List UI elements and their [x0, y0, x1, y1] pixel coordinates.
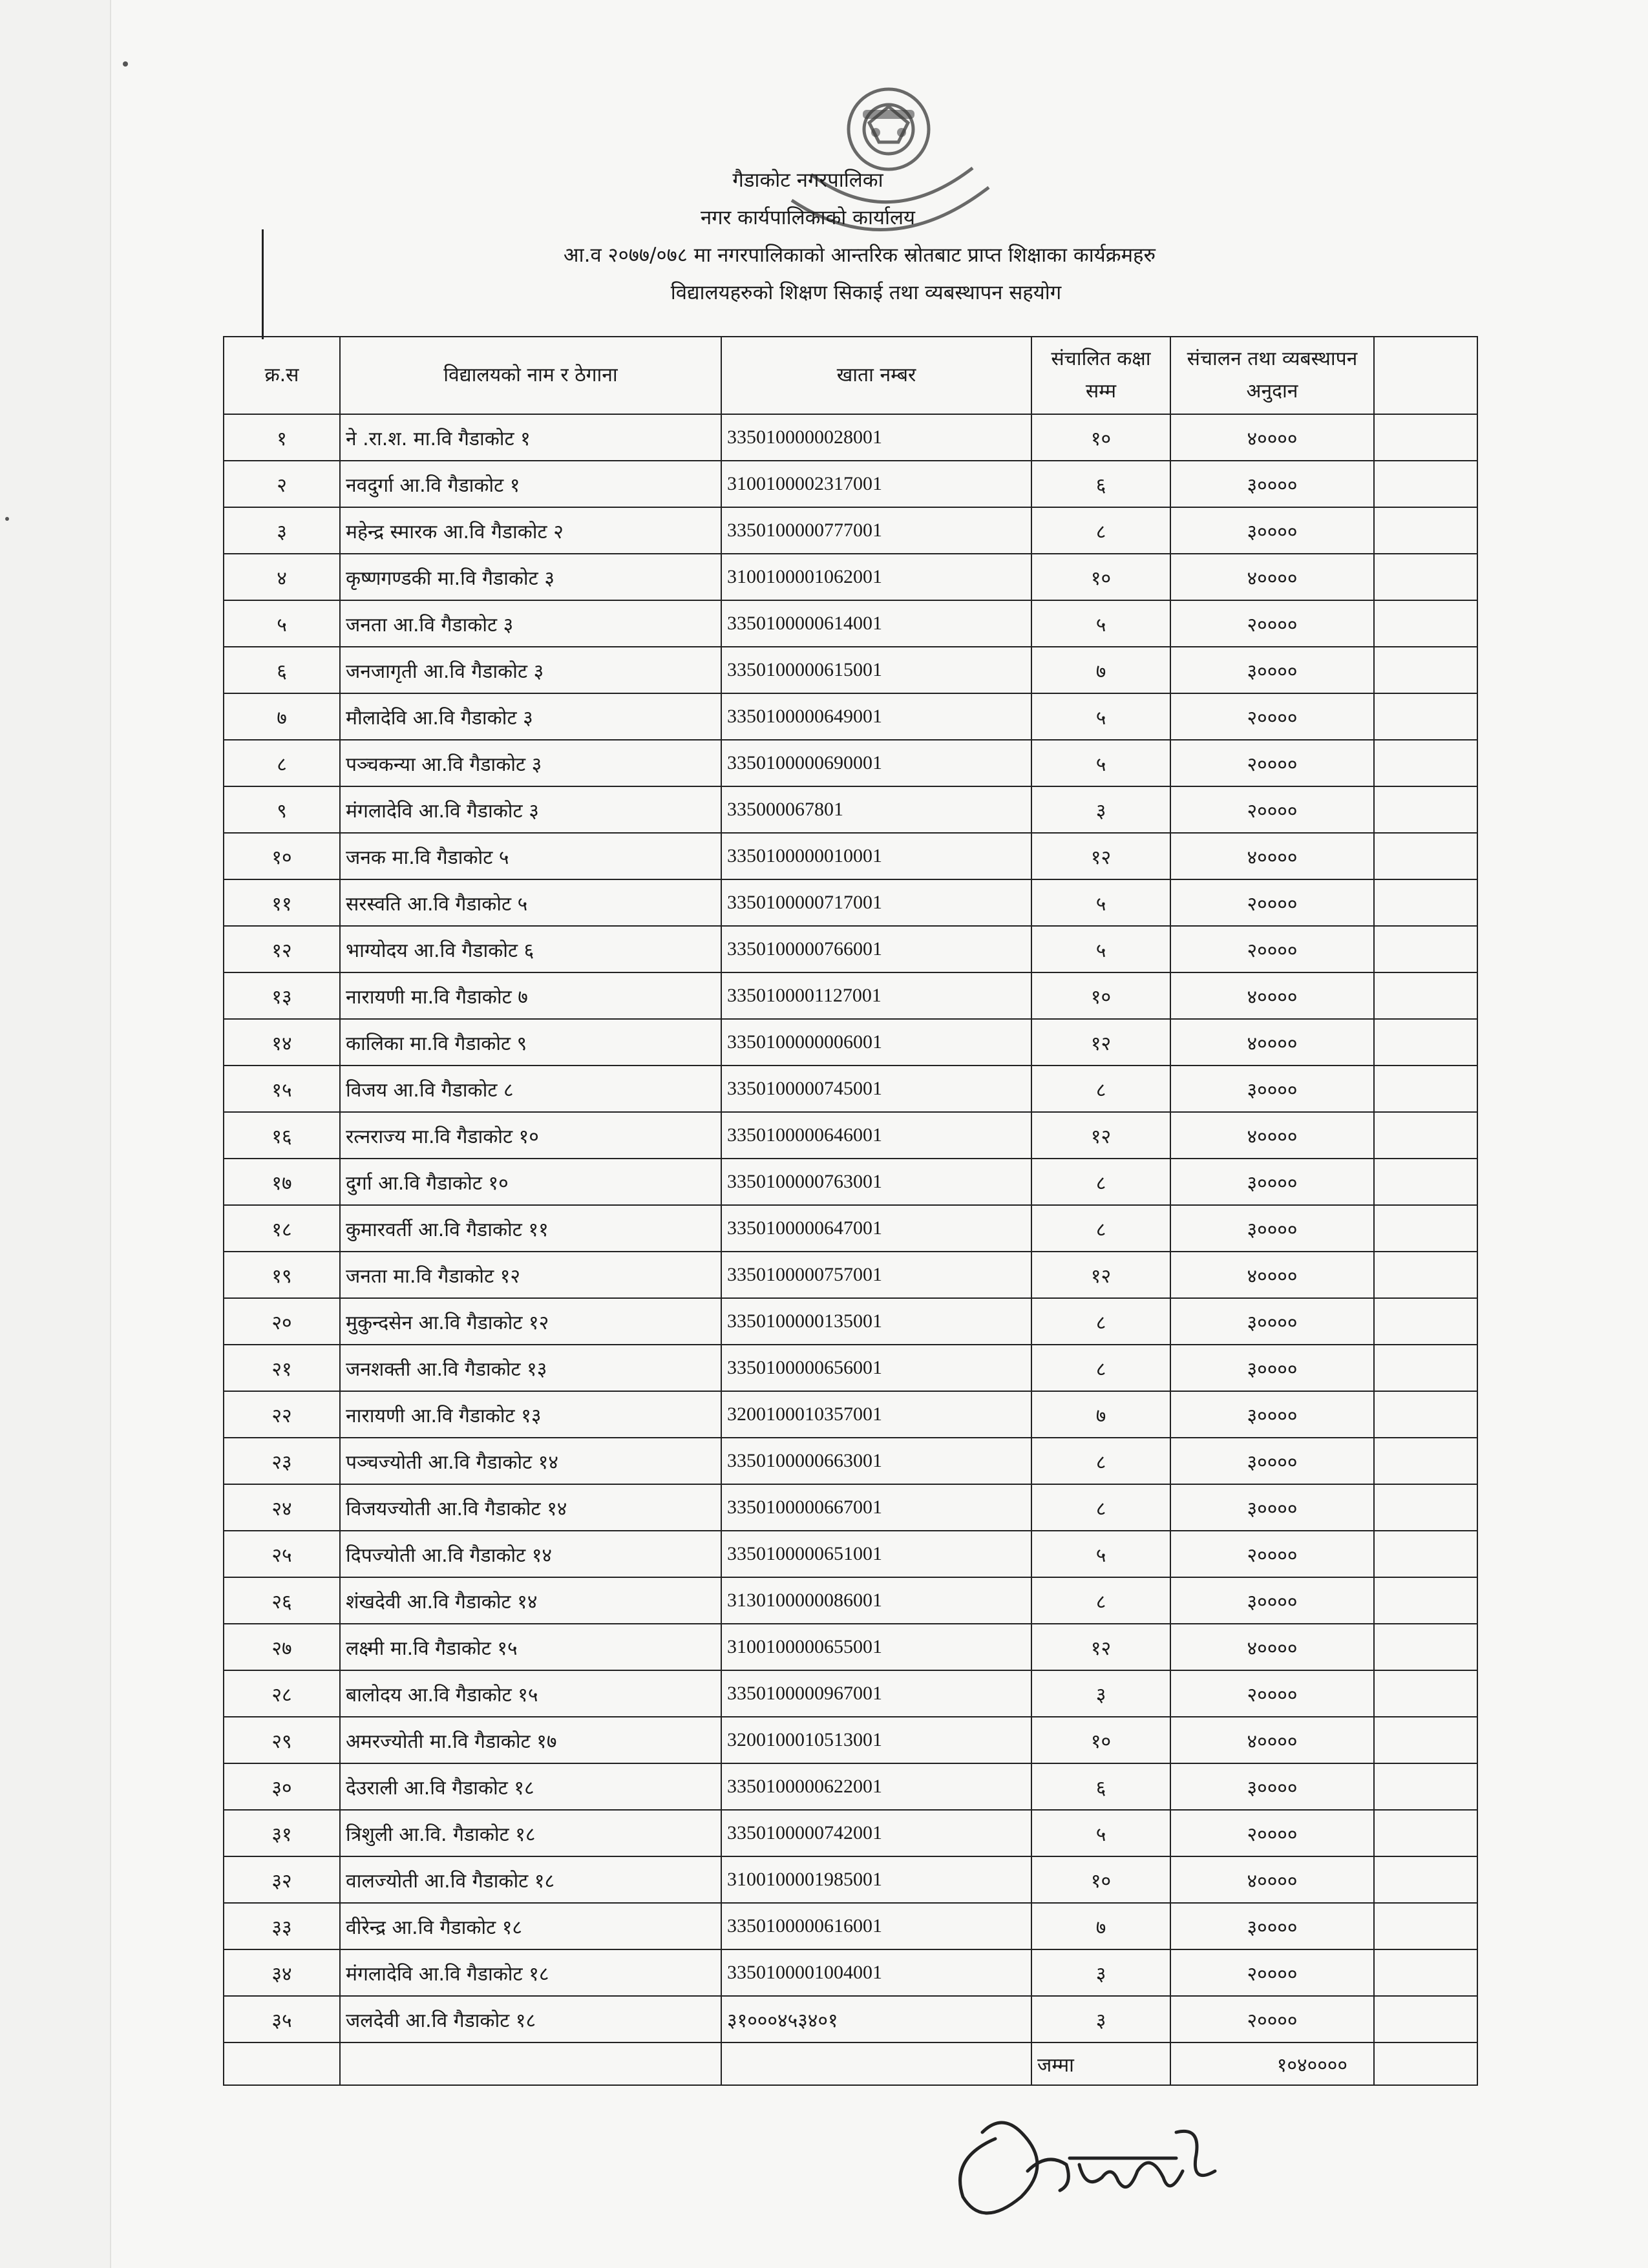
blank-cell	[1374, 786, 1477, 833]
grade-level-cell: ८	[1031, 1438, 1170, 1484]
account-number-cell: 3130100000086001	[721, 1577, 1031, 1624]
grant-amount-cell: ४००००	[1170, 1856, 1374, 1903]
school-name-cell: बालोदय आ.वि गैडाकोट १५	[340, 1670, 721, 1717]
grant-amount-cell: ४००००	[1170, 972, 1374, 1019]
serial-cell: ३५	[224, 1996, 340, 2042]
grant-amount-cell: २००००	[1170, 693, 1374, 740]
serial-cell: १०	[224, 833, 340, 879]
blank-cell	[1374, 693, 1477, 740]
table-row	[224, 554, 1477, 600]
margin-rule	[262, 229, 264, 339]
school-name-cell: महेन्द्र स्मारक आ.वि गैडाकोट २	[340, 507, 721, 554]
blank-cell	[1374, 1996, 1477, 2042]
serial-cell: २४	[224, 1484, 340, 1531]
blank-cell	[1374, 1484, 1477, 1531]
school-name-cell: जनशक्ती आ.वि गैडाकोट १३	[340, 1345, 721, 1391]
grant-amount-cell: ३००००	[1170, 1763, 1374, 1810]
grade-level-cell: १२	[1031, 1112, 1170, 1159]
blank-cell	[1374, 461, 1477, 507]
account-number-cell: 3200100010357001	[721, 1391, 1031, 1438]
account-number-cell: 3350100001127001	[721, 972, 1031, 1019]
account-number-cell: ३१०००४५३४०१	[721, 1996, 1031, 2042]
grant-amount-cell: ४००००	[1170, 1112, 1374, 1159]
table-row	[224, 786, 1477, 833]
serial-cell: ९	[224, 786, 340, 833]
grade-level-cell: १२	[1031, 1019, 1170, 1066]
school-grant-table	[223, 336, 1478, 2086]
grade-level-cell: १०	[1031, 972, 1170, 1019]
grade-level-cell: १०	[1031, 554, 1170, 600]
grant-amount-cell: ३००००	[1170, 1066, 1374, 1112]
col-header-blank	[1374, 337, 1477, 414]
grant-amount-cell: ४००००	[1170, 1717, 1374, 1763]
table-row	[224, 740, 1477, 786]
blank-cell	[1374, 833, 1477, 879]
table-row	[224, 1670, 1477, 1717]
account-number-cell: 3350100000967001	[721, 1670, 1031, 1717]
serial-cell: ३२	[224, 1856, 340, 1903]
table-row	[224, 972, 1477, 1019]
account-number-cell: 3350100000717001	[721, 879, 1031, 926]
table-row	[224, 1019, 1477, 1066]
blank-cell	[1374, 1205, 1477, 1252]
grade-level-cell: ७	[1031, 1903, 1170, 1949]
col-header-grant-amount: संचालन तथा व्यबस्थापन अनुदान	[1170, 337, 1374, 414]
account-number-cell: 3350100000742001	[721, 1810, 1031, 1856]
grade-level-cell: ८	[1031, 507, 1170, 554]
blank-cell	[1374, 1949, 1477, 1996]
serial-cell: ८	[224, 740, 340, 786]
serial-cell: १२	[224, 926, 340, 972]
blank-cell	[1374, 1159, 1477, 1205]
school-name-cell: मौलादेवि आ.वि गैडाकोट ३	[340, 693, 721, 740]
grade-level-cell: ८	[1031, 1484, 1170, 1531]
account-number-cell: 3350100000028001	[721, 414, 1031, 461]
account-number-cell: 3350100000006001	[721, 1019, 1031, 1066]
grant-amount-cell: ४००००	[1170, 1252, 1374, 1298]
table-row	[224, 1112, 1477, 1159]
serial-cell: १३	[224, 972, 340, 1019]
blank-cell	[1374, 1903, 1477, 1949]
serial-cell: ११	[224, 879, 340, 926]
grade-level-cell: ५	[1031, 600, 1170, 647]
blank-cell	[1374, 1298, 1477, 1345]
school-name-cell: ने .रा.श. मा.वि गैडाकोट १	[340, 414, 721, 461]
school-name-cell: रत्नराज्य मा.वि गैडाकोट १०	[340, 1112, 721, 1159]
account-number-cell: 3100100000655001	[721, 1624, 1031, 1670]
table-row	[224, 1531, 1477, 1577]
blank-cell	[1374, 1810, 1477, 1856]
serial-cell: २	[224, 461, 340, 507]
grade-level-cell: १२	[1031, 833, 1170, 879]
serial-cell: २५	[224, 1531, 340, 1577]
grant-amount-cell: २००००	[1170, 786, 1374, 833]
account-number-cell: 3350100000615001	[721, 647, 1031, 693]
serial-cell: १	[224, 414, 340, 461]
serial-cell: २१	[224, 1345, 340, 1391]
grant-amount-cell: ४००००	[1170, 414, 1374, 461]
account-number-cell: 335000067801	[721, 786, 1031, 833]
blank-cell	[1374, 1624, 1477, 1670]
blank-cell	[1374, 1670, 1477, 1717]
handwritten-signature-icon	[944, 2094, 1247, 2229]
grade-level-cell: ७	[1031, 647, 1170, 693]
table-row	[224, 1903, 1477, 1949]
school-name-cell: विजयज्योती आ.वि गैडाकोट १४	[340, 1484, 721, 1531]
program-title: आ.व २०७७/०७८ मा नगरपालिकाको आन्तरिक स्रोतबाट प्राप्त शिक्षाका कार्यक्रमहरु	[563, 244, 1156, 267]
serial-cell: १६	[224, 1112, 340, 1159]
account-number-cell: 3350100000763001	[721, 1159, 1031, 1205]
table-row	[224, 926, 1477, 972]
grant-amount-cell: ३००००	[1170, 1391, 1374, 1438]
serial-cell: ३३	[224, 1903, 340, 1949]
total-blank-cell	[224, 2042, 340, 2085]
school-name-cell: कालिका मा.वि गैडाकोट ९	[340, 1019, 721, 1066]
blank-cell	[1374, 1577, 1477, 1624]
serial-cell: १९	[224, 1252, 340, 1298]
grant-amount-cell: ३००००	[1170, 1345, 1374, 1391]
table-row	[224, 1159, 1477, 1205]
table-row	[224, 1717, 1477, 1763]
blank-cell	[1374, 972, 1477, 1019]
col-header-account-number: खाता नम्बर	[721, 337, 1031, 414]
grant-amount-cell: २००००	[1170, 879, 1374, 926]
table-row	[224, 1391, 1477, 1438]
table-row	[224, 1856, 1477, 1903]
grant-amount-cell: २००००	[1170, 1531, 1374, 1577]
table-header-row	[224, 337, 1477, 414]
school-name-cell: त्रिशुली आ.वि. गैडाकोट १८	[340, 1810, 721, 1856]
grant-amount-cell: ३००००	[1170, 461, 1374, 507]
serial-cell: १५	[224, 1066, 340, 1112]
blank-cell	[1374, 1717, 1477, 1763]
school-name-cell: मंगलादेवि आ.वि गैडाकोट ३	[340, 786, 721, 833]
serial-cell: ५	[224, 600, 340, 647]
table-row	[224, 507, 1477, 554]
table-row	[224, 461, 1477, 507]
table-row	[224, 1438, 1477, 1484]
school-name-cell: देउराली आ.वि गैडाकोट १८	[340, 1763, 721, 1810]
grade-level-cell: १०	[1031, 1717, 1170, 1763]
grant-amount-cell: २००००	[1170, 926, 1374, 972]
grade-level-cell: ३	[1031, 1996, 1170, 2042]
serial-cell: ३	[224, 507, 340, 554]
school-name-cell: कृष्णगण्डकी मा.वि गैडाकोट ३	[340, 554, 721, 600]
school-name-cell: लक्ष्मी मा.वि गैडाकोट १५	[340, 1624, 721, 1670]
account-number-cell: 3100100001062001	[721, 554, 1031, 600]
grade-level-cell: ३	[1031, 1949, 1170, 1996]
grant-amount-cell: ३००००	[1170, 1438, 1374, 1484]
grade-level-cell: ८	[1031, 1345, 1170, 1391]
school-name-cell: पञ्चज्योती आ.वि गैडाकोट १४	[340, 1438, 721, 1484]
table-row	[224, 693, 1477, 740]
school-name-cell: जनता मा.वि गैडाकोट १२	[340, 1252, 721, 1298]
grade-level-cell: ५	[1031, 879, 1170, 926]
account-number-cell: 3350100000135001	[721, 1298, 1031, 1345]
table-row	[224, 1949, 1477, 1996]
school-name-cell: जनजागृती आ.वि गैडाकोट ३	[340, 647, 721, 693]
grade-level-cell: ८	[1031, 1159, 1170, 1205]
serial-cell: १४	[224, 1019, 340, 1066]
grant-amount-cell: ४००००	[1170, 1624, 1374, 1670]
account-number-cell: 3350100000649001	[721, 693, 1031, 740]
grade-level-cell: ३	[1031, 1670, 1170, 1717]
serial-cell: २०	[224, 1298, 340, 1345]
col-header-school-name: विद्यालयको नाम र ठेगाना	[340, 337, 721, 414]
blank-cell	[1374, 554, 1477, 600]
table-row	[224, 1810, 1477, 1856]
grade-level-cell: ५	[1031, 740, 1170, 786]
blank-cell	[1374, 1066, 1477, 1112]
account-number-cell: 3350100000745001	[721, 1066, 1031, 1112]
grant-amount-cell: २००००	[1170, 600, 1374, 647]
account-number-cell: 3350100000622001	[721, 1763, 1031, 1810]
grant-amount-cell: ३००००	[1170, 1205, 1374, 1252]
table-total-row	[224, 2042, 1477, 2085]
grade-level-cell: १२	[1031, 1624, 1170, 1670]
grant-amount-cell: ४००००	[1170, 833, 1374, 879]
grade-level-cell: ७	[1031, 1391, 1170, 1438]
table-row	[224, 1577, 1477, 1624]
school-name-cell: कुमारवर्ती आ.वि गैडाकोट ११	[340, 1205, 721, 1252]
grade-level-cell: ५	[1031, 926, 1170, 972]
grade-level-cell: १०	[1031, 1856, 1170, 1903]
school-name-cell: भाग्योदय आ.वि गैडाकोट ६	[340, 926, 721, 972]
grade-level-cell: ५	[1031, 693, 1170, 740]
table-body	[224, 414, 1477, 2042]
blank-cell	[1374, 740, 1477, 786]
school-name-cell: सरस्वति आ.वि गैडाकोट ५	[340, 879, 721, 926]
table-row	[224, 1624, 1477, 1670]
grade-level-cell: ८	[1031, 1066, 1170, 1112]
serial-cell: २६	[224, 1577, 340, 1624]
account-number-cell: 3350100001004001	[721, 1949, 1031, 1996]
account-number-cell: 3350100000777001	[721, 507, 1031, 554]
account-number-cell: 3350100000690001	[721, 740, 1031, 786]
school-name-cell: नारायणी मा.वि गैडाकोट ७	[340, 972, 721, 1019]
grant-amount-cell: ४००००	[1170, 554, 1374, 600]
table-row	[224, 647, 1477, 693]
serial-cell: ४	[224, 554, 340, 600]
program-subtitle: विद्यालयहरुको शिक्षण सिकाई तथा व्यबस्थापन सहयोग	[670, 281, 1062, 304]
account-number-cell: 3350100000616001	[721, 1903, 1031, 1949]
account-number-cell: 3350100000656001	[721, 1345, 1031, 1391]
table-row	[224, 414, 1477, 461]
serial-cell: ६	[224, 647, 340, 693]
school-name-cell: जनता आ.वि गैडाकोट ३	[340, 600, 721, 647]
blank-cell	[1374, 1856, 1477, 1903]
school-name-cell: मुकुन्दसेन आ.वि गैडाकोट १२	[340, 1298, 721, 1345]
account-number-cell: 3350100000651001	[721, 1531, 1031, 1577]
grant-amount-cell: ३००००	[1170, 1903, 1374, 1949]
school-name-cell: वालज्योती आ.वि गैडाकोट १८	[340, 1856, 721, 1903]
col-header-serial: क्र.स	[224, 337, 340, 414]
grade-level-cell: ६	[1031, 461, 1170, 507]
account-number-cell: 3350100000766001	[721, 926, 1031, 972]
blank-cell	[1374, 507, 1477, 554]
school-name-cell: दिपज्योती आ.वि गैडाकोट १४	[340, 1531, 721, 1577]
table-row	[224, 1066, 1477, 1112]
total-blank-cell	[721, 2042, 1031, 2085]
table-row	[224, 1252, 1477, 1298]
office-subtitle: नगर कार्यपालिकाको कार्यालय	[700, 206, 916, 229]
total-amount: १०४००००	[1170, 2042, 1374, 2085]
grant-amount-cell: ३००००	[1170, 647, 1374, 693]
account-number-cell: 3350100000647001	[721, 1205, 1031, 1252]
scan-speck	[123, 61, 128, 67]
blank-cell	[1374, 1391, 1477, 1438]
blank-cell	[1374, 600, 1477, 647]
serial-cell: १८	[224, 1205, 340, 1252]
account-number-cell: 3350100000757001	[721, 1252, 1031, 1298]
school-name-cell: अमरज्योती मा.वि गैडाकोट १७	[340, 1717, 721, 1763]
blank-cell	[1374, 1252, 1477, 1298]
serial-cell: ३१	[224, 1810, 340, 1856]
scan-speck	[5, 517, 9, 521]
serial-cell: २३	[224, 1438, 340, 1484]
grant-amount-cell: २००००	[1170, 740, 1374, 786]
table-row	[224, 879, 1477, 926]
school-name-cell: जलदेवी आ.वि गैडाकोट १८	[340, 1996, 721, 2042]
blank-cell	[1374, 1763, 1477, 1810]
total-blank-cell	[1374, 2042, 1477, 2085]
account-number-cell: 3100100002317001	[721, 461, 1031, 507]
serial-cell: २८	[224, 1670, 340, 1717]
blank-cell	[1374, 926, 1477, 972]
table-row	[224, 600, 1477, 647]
account-number-cell: 3350100000614001	[721, 600, 1031, 647]
blank-cell	[1374, 1019, 1477, 1066]
account-number-cell: 3350100000010001	[721, 833, 1031, 879]
total-blank-cell	[340, 2042, 721, 2085]
serial-cell: ३०	[224, 1763, 340, 1810]
blank-cell	[1374, 1112, 1477, 1159]
grade-level-cell: ५	[1031, 1810, 1170, 1856]
grant-amount-cell: २००००	[1170, 1996, 1374, 2042]
serial-cell: ३४	[224, 1949, 340, 1996]
school-name-cell: नारायणी आ.वि गैडाकोट १३	[340, 1391, 721, 1438]
blank-cell	[1374, 1531, 1477, 1577]
grant-amount-cell: ३००००	[1170, 1159, 1374, 1205]
blank-cell	[1374, 879, 1477, 926]
serial-cell: २९	[224, 1717, 340, 1763]
grade-level-cell: ५	[1031, 1531, 1170, 1577]
grant-amount-cell: ४००००	[1170, 1019, 1374, 1066]
grade-level-cell: ३	[1031, 786, 1170, 833]
total-label: जम्मा	[1031, 2042, 1170, 2085]
grade-level-cell: १०	[1031, 414, 1170, 461]
account-number-cell: 3100100001985001	[721, 1856, 1031, 1903]
blank-cell	[1374, 647, 1477, 693]
grade-level-cell: ८	[1031, 1577, 1170, 1624]
blank-cell	[1374, 1438, 1477, 1484]
table-row	[224, 1298, 1477, 1345]
table-row	[224, 833, 1477, 879]
document-header	[259, 162, 1357, 311]
grant-amount-cell: ३००००	[1170, 1577, 1374, 1624]
grade-level-cell: ८	[1031, 1298, 1170, 1345]
grade-level-cell: ८	[1031, 1205, 1170, 1252]
serial-cell: १७	[224, 1159, 340, 1205]
school-name-cell: दुर्गा आ.वि गैडाकोट १०	[340, 1159, 721, 1205]
table-row	[224, 1996, 1477, 2042]
school-name-cell: विजय आ.वि गैडाकोट ८	[340, 1066, 721, 1112]
blank-cell	[1374, 414, 1477, 461]
grant-amount-cell: ३००००	[1170, 1484, 1374, 1531]
grant-amount-cell: २००००	[1170, 1670, 1374, 1717]
account-number-cell: 3350100000646001	[721, 1112, 1031, 1159]
blank-cell	[1374, 1345, 1477, 1391]
grant-amount-cell: २००००	[1170, 1810, 1374, 1856]
serial-cell: २२	[224, 1391, 340, 1438]
school-name-cell: शंखदेवी आ.वि गैडाकोट १४	[340, 1577, 721, 1624]
school-name-cell: मंगलादेवि आ.वि गैडाकोट १८	[340, 1949, 721, 1996]
serial-cell: ७	[224, 693, 340, 740]
serial-cell: २७	[224, 1624, 340, 1670]
table-row	[224, 1763, 1477, 1810]
table-row	[224, 1484, 1477, 1531]
office-name: गैडाकोट नगरपालिका	[732, 169, 883, 192]
table-row	[224, 1205, 1477, 1252]
table-row	[224, 1345, 1477, 1391]
account-number-cell: 3350100000667001	[721, 1484, 1031, 1531]
grant-amount-cell: ३००००	[1170, 1298, 1374, 1345]
grant-amount-cell: २००००	[1170, 1949, 1374, 1996]
col-header-grade-level: संचालित कक्षा सम्म	[1031, 337, 1170, 414]
account-number-cell: 3200100010513001	[721, 1717, 1031, 1763]
school-name-cell: पञ्चकन्या आ.वि गैडाकोट ३	[340, 740, 721, 786]
grant-amount-cell: ३००००	[1170, 507, 1374, 554]
grade-level-cell: १२	[1031, 1252, 1170, 1298]
grade-level-cell: ६	[1031, 1763, 1170, 1810]
school-name-cell: वीरेन्द्र आ.वि गैडाकोट १८	[340, 1903, 721, 1949]
account-number-cell: 3350100000663001	[721, 1438, 1031, 1484]
school-name-cell: जनक मा.वि गैडाकोट ५	[340, 833, 721, 879]
school-name-cell: नवदुर्गा आ.वि गैडाकोट १	[340, 461, 721, 507]
